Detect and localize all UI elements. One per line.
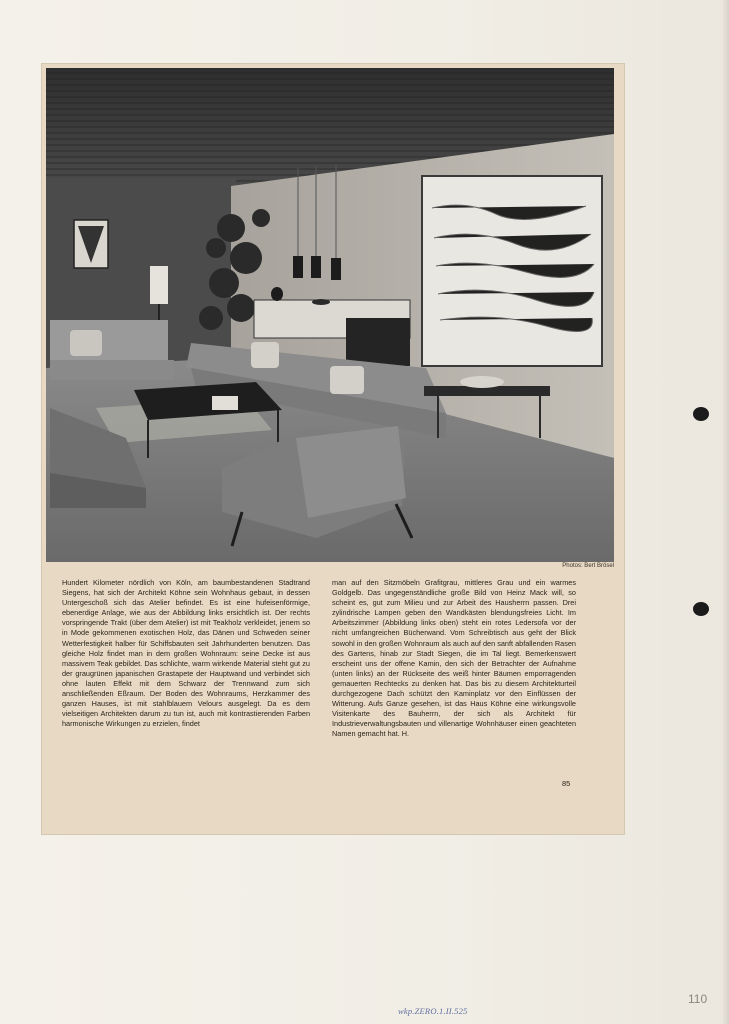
article-paragraph-right: man auf den Sitzmöbeln Grafitgrau, mittleres Grau und ein warmes Goldgelb. Das ungegenständliche große Bild von Heinz Mack will, so scheint es, gut zum Milieu und zur Arbeit des Hausherrn passen. Drei zylindrische Lampen geben den Wandkästen blendungsfreies Licht. Im Arbeitszimmer (Abbildung links oben) steht ein rotes Ledersofa vor der nicht umfangreichen Bücherwand. Vom Schreibtisch aus geht der Blick sowohl in den großen Wohnraum als auch auf den sanft abfallenden Rasen des Gartens, hinab zur Stadt Siegen, die im Tal liegt. Bemerkenswert erscheint uns der offene Kamin, den sich der Betrachter der Aufnahme (unten links) an der Rückseite des weiß hinter Bäumen emporragenden gemauerten Rechtecks zu denken hat. Das bis zu diesem Architekturteil durchgezogene Dach schützt den Kaminplatz vor den Einflüssen der Witterung. Aufs Ganze gesehen, ist das Haus Köhne eine wirkungsvolle Visitenkarte des Bauherrn, der sich als Architekt für Industrieverwaltungsbauten und villenartige Wohnhäuser einen geachteten Namen gemacht hat. H. bbox=[332, 578, 576, 739]
page-number: 85 bbox=[562, 779, 571, 788]
article-column-right bbox=[332, 578, 576, 740]
photo-credit: Photos: Bert Brösel bbox=[562, 563, 614, 569]
punch-hole-top bbox=[693, 407, 709, 421]
living-room-photo-graphic bbox=[46, 68, 614, 562]
archive-signature: wkp.ZERO.1.II.525 bbox=[398, 1006, 468, 1016]
magazine-clipping bbox=[42, 64, 624, 834]
article-paragraph-left: Hundert Kilometer nördlich von Köln, am baumbestandenen Stadtrand Siegens, hat sich der Architekt Köhne sein Wohnhaus gebaut, in dessen Untergeschoß sich das Atelier befindet. Es ist eine hufeisenförmige, ebenerdige Anlage, wie aus der Abbildung links ersichtlich ist. Der rechts vorspringende Trakt (über dem Atelier) ist mit Teakholz verkleidet, jenem so in Mode gekommenen exotischen Holz, das Dänen und Schweden seiner Wetterfestigkeit halber für Schiffsbauten seit Jahrhunderten benutzen. Das gleiche Holz findet man in dem großen Wohnraum: seine Decke ist aus massivem Teak gebildet. Das schlichte, warm wirkende Material steht gut zu der graugrünen japanischen Grastapete der Hauptwand und verbindet sich ohne lauten Effekt mit dem Schwarz der Trennwand zum sich anschließenden Eßraum. Der Boden des Wohnraums, Herzkammer des ganzen Hauses, ist mit stahlblauem Velours ausgelegt. Da es dem vielseitigen Architekten darum zu tun ist, auch mit kontrastierenden Farben harmonische Wirkungen zu erzielen, findet bbox=[62, 578, 310, 729]
sheet-edge bbox=[723, 0, 729, 1024]
interior-photo bbox=[46, 68, 614, 562]
punch-hole-bottom bbox=[693, 602, 709, 616]
pencil-page-number: 110 bbox=[688, 992, 708, 1006]
article-column-left bbox=[62, 578, 310, 729]
